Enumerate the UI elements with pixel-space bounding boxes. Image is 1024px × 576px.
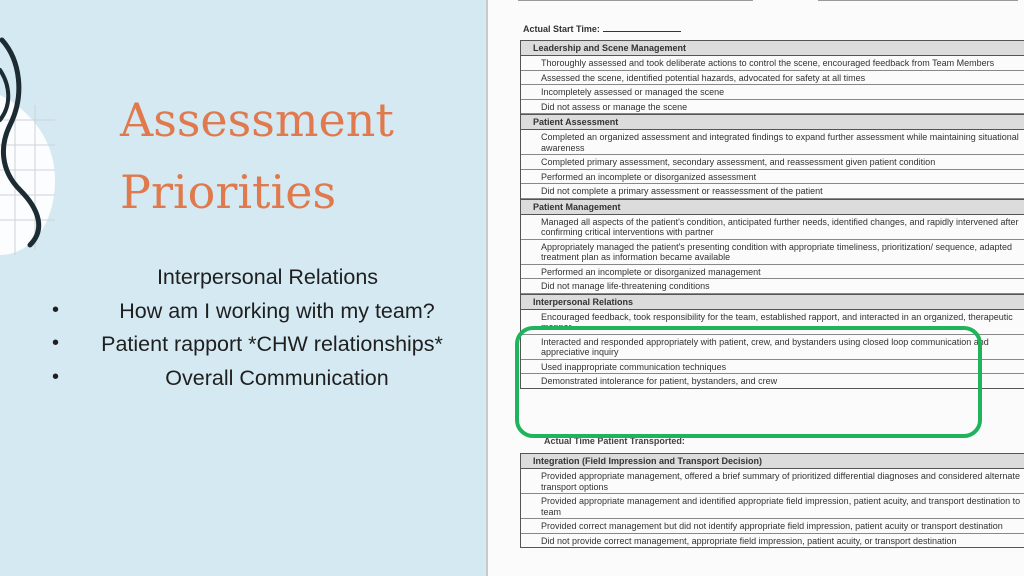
section-header: Patient Assessment	[521, 114, 1024, 130]
bullet-text: How am I working with my team?	[119, 298, 435, 323]
form-item: Completed an organized assessment and integrated findings to expand further assessment while maintaining situational awareness	[521, 130, 1024, 155]
section-header: Leadership and Scene Management	[521, 41, 1024, 56]
form-item: Did not assess or manage the scene	[521, 100, 1024, 115]
form-item: Provided appropriate management, offered a brief summary of prioritized differential diagnoses and considered alternate transport options	[521, 469, 1024, 494]
slide-title-line-1: Assessment	[120, 93, 394, 147]
bullet-dot: •	[52, 298, 60, 321]
bullet-item	[52, 362, 477, 396]
form-item: Provided appropriate management and identified appropriate field impression, patient acuity, and transport destination to team	[521, 494, 1024, 519]
slide-title-line-2: Priorities	[120, 165, 337, 220]
bullet-dot: •	[52, 365, 60, 388]
bullet-list	[52, 261, 477, 395]
bullet-item	[52, 328, 477, 362]
bullet-subheading: Interpersonal Relations	[156, 265, 379, 289]
bullet-dot: •	[52, 332, 60, 355]
form-item: Completed primary assessment, secondary assessment, and reassessment given patient condition	[521, 155, 1024, 170]
interpersonal-highlight-box	[515, 326, 982, 438]
decorative-sketch-graphic	[0, 0, 90, 300]
slide-title	[120, 84, 480, 228]
form-item: Encouraged feedback, took responsibility for the team, established rapport, and interacted in an organized, therapeutic manner	[521, 310, 1024, 335]
section-header: Integration (Field Impression and Transport Decision)	[521, 454, 1024, 469]
start-time-blank	[603, 31, 681, 32]
section-header: Patient Management	[521, 199, 1024, 215]
form-item: Performed an incomplete or disorganized management	[521, 265, 1024, 280]
form-item: Performed an incomplete or disorganized assessment	[521, 170, 1024, 185]
integration-table	[520, 453, 1024, 548]
form-item: Used inappropriate communication techniques	[521, 360, 1024, 375]
bullet-text: Overall Communication	[165, 365, 389, 390]
form-item: Appropriately managed the patient's presenting condition with appropriate timeliness, prioritization/ sequence, adapted treatment plan as information became available	[521, 240, 1024, 265]
form-item: Did not provide correct management, appropriate field impression, patient acuity, or transport destination	[541, 535, 957, 546]
form-item: Managed all aspects of the patient's condition, anticipated further needs, identified changes, and rapidly intervened after confirming critical interventions with partner	[521, 215, 1024, 240]
start-time-field	[523, 24, 681, 34]
form-item: Interacted and responded appropriately with patient, crew, and bystanders using closed loop communication and appreciative inquiry	[521, 335, 1024, 360]
form-document	[486, 0, 1024, 576]
form-item: Demonstrated intolerance for patient, bystanders, and crew	[541, 376, 778, 386]
bullet-text: Patient rapport *CHW relationships*	[101, 332, 443, 357]
form-item: Incompletely assessed or managed the scene	[521, 85, 1024, 100]
form-item: Assessed the scene, identified potential hazards, advocated for safety at all times	[521, 71, 1024, 86]
form-item: Did not manage life-threatening conditions	[521, 279, 1024, 294]
start-time-label: Actual Start Time:	[523, 24, 600, 34]
top-rule	[818, 0, 1018, 1]
transported-time-label: Actual Time Patient Transported:	[544, 436, 685, 446]
top-rule	[518, 0, 753, 1]
form-item: Provided correct management but did not identify appropriate field impression, patient acuity or transport destination	[521, 519, 1024, 534]
form-item: Thoroughly assessed and took deliberate actions to control the scene, encouraged feedback from Team Members	[521, 56, 1024, 71]
bullet-item	[52, 295, 477, 329]
section-header-interpersonal: Interpersonal Relations	[521, 294, 1024, 310]
form-item: Did not complete a primary assessment or reassessment of the patient	[521, 184, 1024, 199]
